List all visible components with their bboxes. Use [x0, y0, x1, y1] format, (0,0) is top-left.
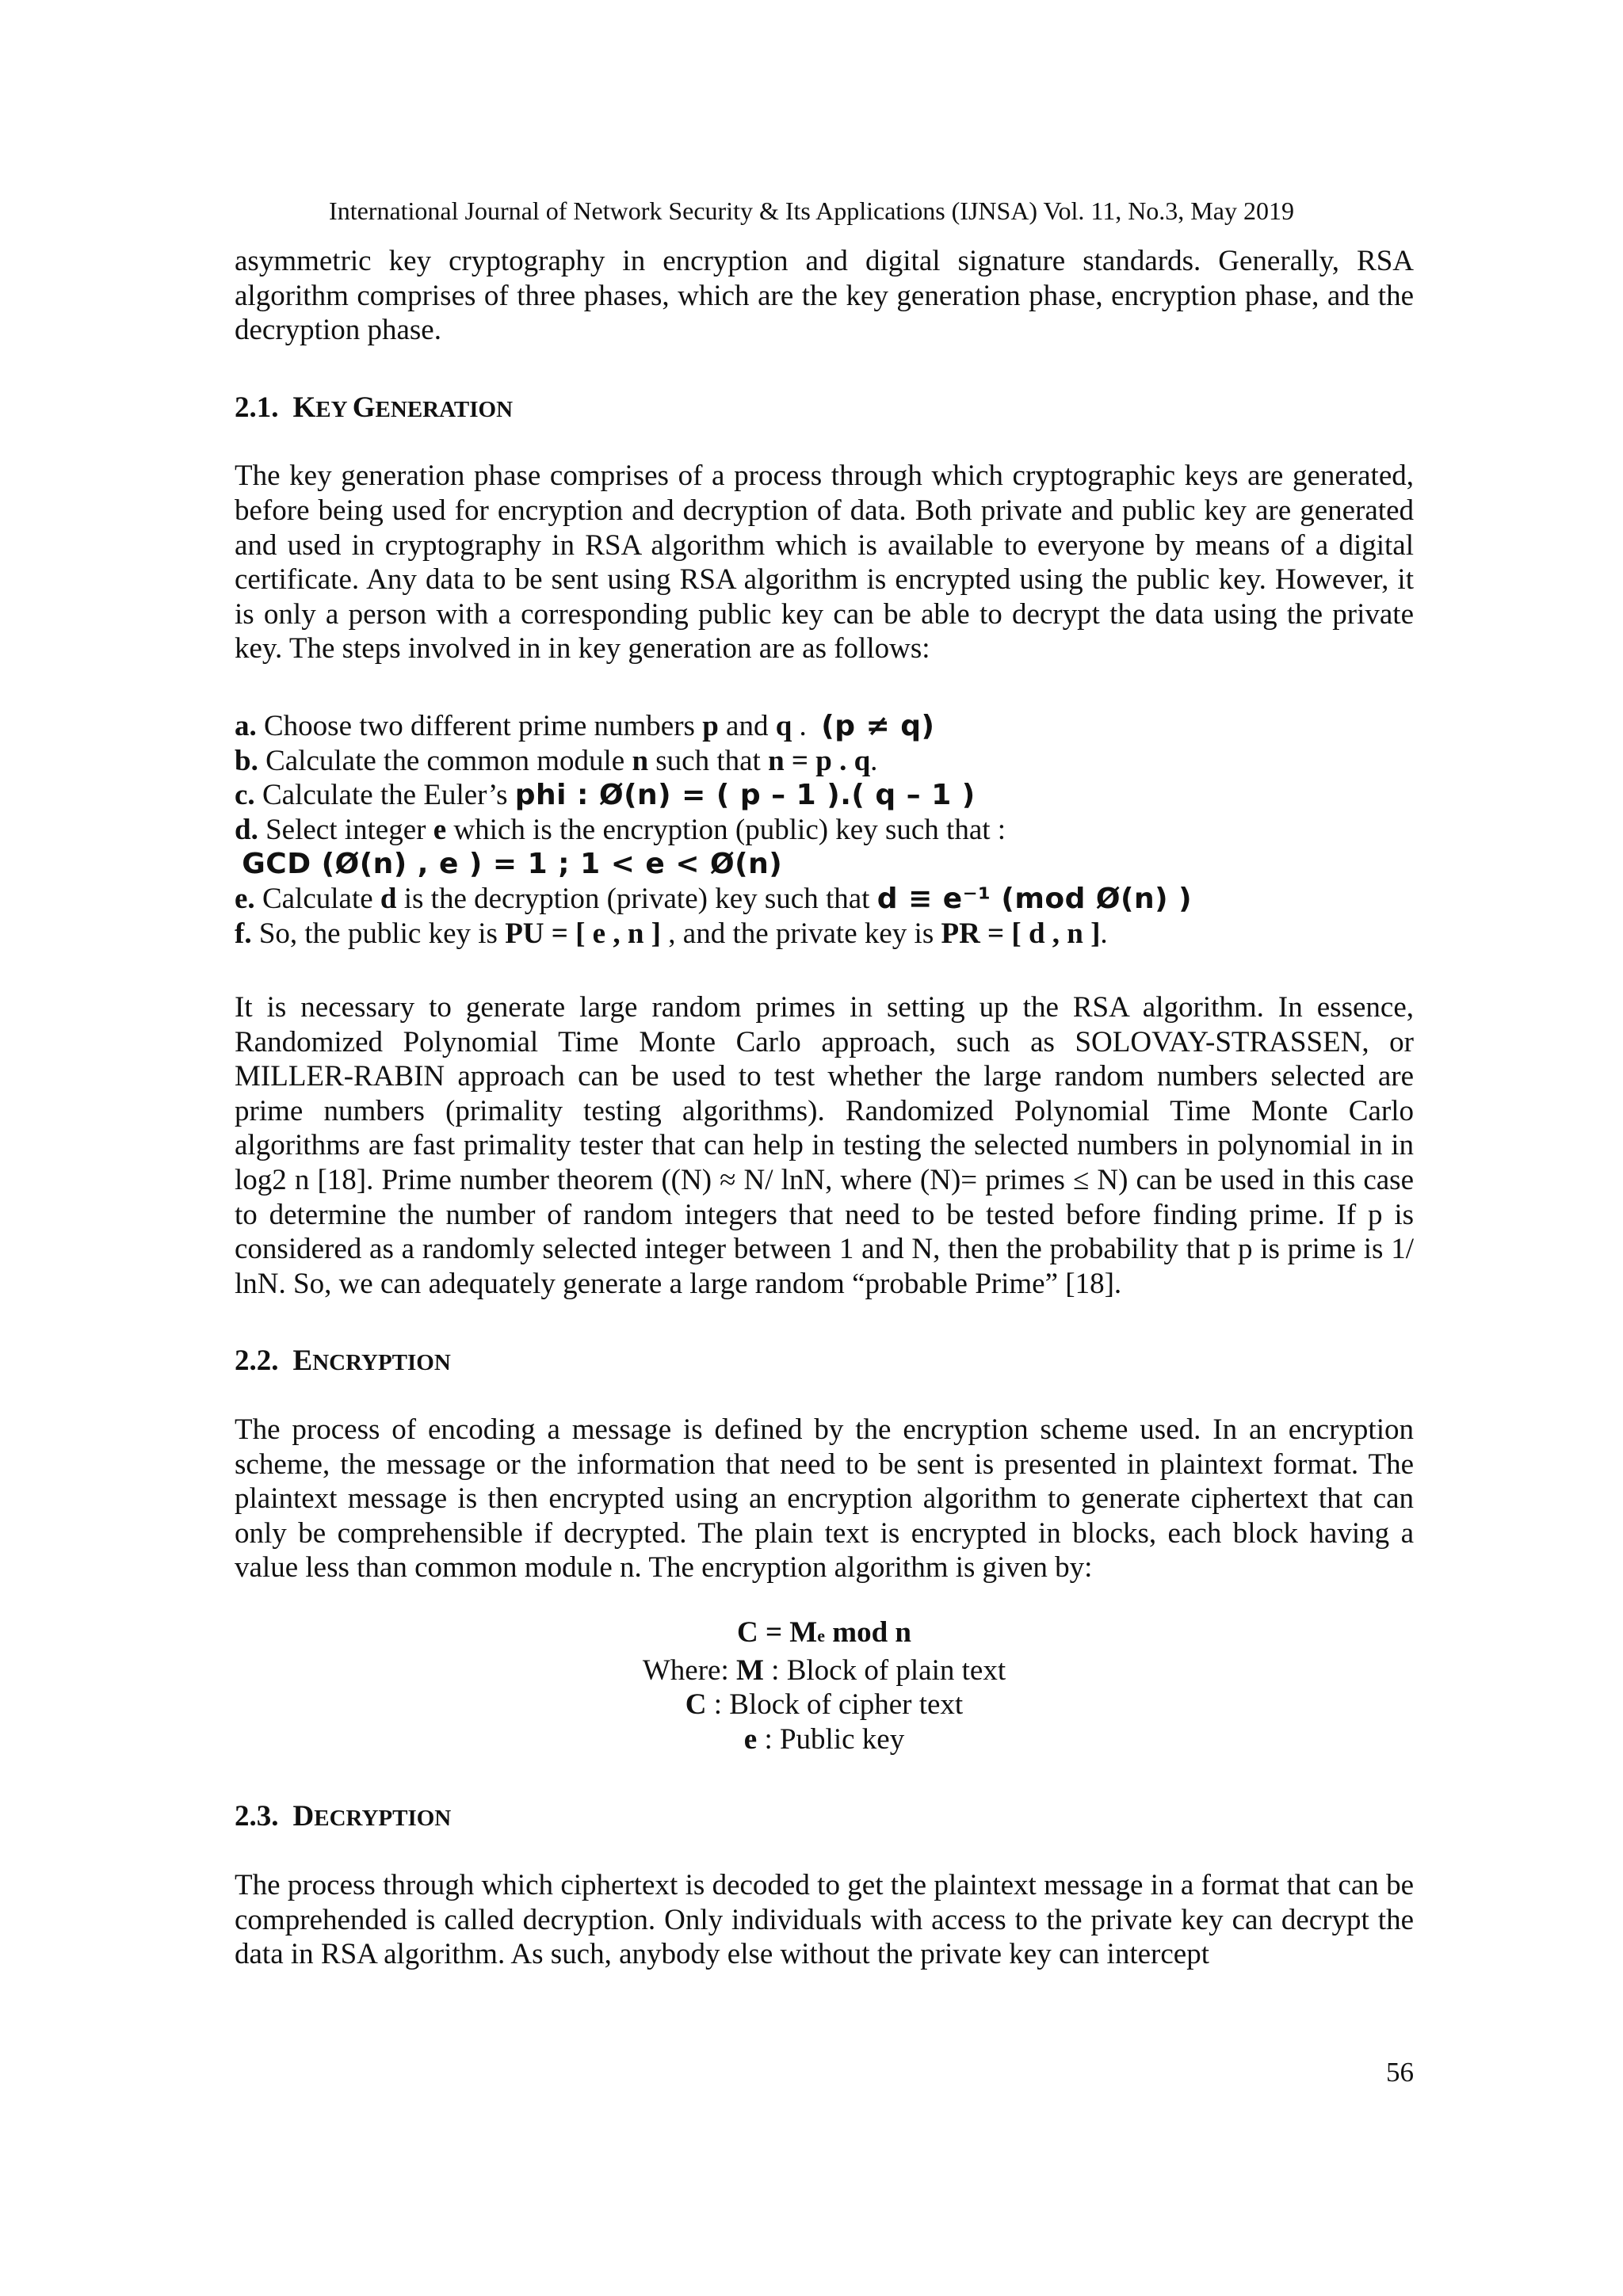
document-body [235, 244, 1414, 1972]
step-d-formula [235, 847, 1414, 882]
step-text: is the decryption (private) key such that [396, 882, 877, 915]
step-label: a. [235, 709, 257, 742]
section-number: 2.3. [235, 1800, 279, 1833]
title-initial: G [352, 391, 376, 424]
title-small-caps: NCRYPTION [312, 1350, 451, 1376]
public-key-line [235, 1722, 1414, 1757]
step-label: f. [235, 917, 252, 950]
step-b [235, 744, 1414, 779]
step-text: and [718, 709, 776, 742]
intro-paragraph: asymmetric key cryptography in encryption and digital signature standards. Generally, RSA algorithm comprises of three phases, which are the key generation phase, encryption phase, and the decryption phase. [235, 245, 1414, 347]
encryption-paragraph: The process of encoding a message is defined by the encryption scheme used. In an encryption scheme, the message or the information that need to be sent is presented in plaintext format. The plaintext message is then encrypted using an encryption algorithm to generate ciphertext that can only be comprehensible if decrypted. The plain text is encrypted in blocks, each block having a value less than common module n. The encryption algorithm is given by: [235, 1413, 1414, 1585]
step-label: c. [235, 779, 255, 812]
primes-paragraph: It is necessary to generate large random primes in setting up the RSA algorithm. In essence, Randomized Polynomial Time Monte Carlo approach, such as SOLOVAY-STRASSEN, or MILLER-RABIN approach can be used to test whether the large random numbers selected are prime numbers (primality testing algorithms). Randomized Polynomial Time Monte Carlo algorithms are fast primality tester that can help in testing the selected numbers in polynomial in in log2 n [18]. Prime number theorem ((N) ≈ N/ lnN, where (N)= primes ≤ N) can be used in this case to determine the number of random integers that need to be tested before finding prime. If p is considered as a randomly selected integer between 1 and N, then the probability that p is prime is 1/ lnN. So, we can adequately generate a large random “probable Prime” [18]. [235, 991, 1414, 1300]
key-generation-paragraph: The key generation phase comprises of a process through which cryptographic keys are generated, before being used for encryption and decryption of data. Both private and public key are generated and used in cryptography in RSA algorithm which is available to everyone by means of a digital certificate. Any data to be sent using RSA algorithm is encrypted using the public key. However, it is only a person with a corresponding public key can be able to decrypt the data using the private key. The steps involved in in key generation are as follows: [235, 460, 1414, 666]
formula-d-inverse: d ≡ e⁻¹ (mod Ø(n) ) [876, 882, 1193, 915]
title-initial: E [292, 1344, 313, 1378]
var-n: n [632, 744, 649, 777]
section-heading-encryption [235, 1344, 1414, 1381]
formula-euler-phi: phi : Ø(n) = ( p – 1 ).( q – 1 ) [514, 779, 976, 812]
formula-exponent: e [817, 1626, 825, 1646]
decryption-paragraph: The process through which ciphertext is decoded to get the plaintext message in a format that can be comprehended is called decryption. Only individuals with access to the private key can decrypt the data in RSA algorithm. As such, anybody else without the private key can intercept [235, 1868, 1414, 1971]
section-heading-key-generation [235, 391, 1414, 428]
step-text: Calculate the common module [258, 744, 632, 777]
step-a [235, 709, 1414, 744]
formula-n: n = p . q [768, 744, 871, 777]
page-number: 56 [1386, 2057, 1414, 2088]
var-e: e [433, 813, 447, 846]
title-initial: K [292, 391, 316, 424]
public-key: PU = [ e , n ] [505, 917, 662, 950]
step-text: which is the encryption (public) key such that : [446, 813, 1006, 846]
cipher-line [235, 1688, 1414, 1722]
section-number: 2.1. [235, 391, 279, 424]
var-q: q [775, 709, 792, 742]
encryption-formula-block [235, 1615, 1414, 1756]
step-text: Calculate the Euler’s [254, 779, 515, 812]
title-small-caps: EY [315, 396, 353, 422]
symbol-desc: : Public key [757, 1722, 905, 1756]
section-heading-decryption [235, 1799, 1414, 1836]
where-line [235, 1653, 1414, 1688]
key-generation-steps [235, 709, 1414, 951]
step-label: d. [235, 813, 258, 846]
title-small-caps: ENERATION [375, 396, 514, 422]
step-label: b. [235, 744, 258, 777]
symbol-desc: : Block of plain text [763, 1653, 1006, 1687]
step-text: , and the private key is [661, 917, 941, 950]
step-f [235, 917, 1414, 952]
symbol-m: M [735, 1653, 764, 1687]
step-text: Select integer [258, 813, 433, 846]
var-p: p [702, 709, 719, 742]
formula-gcd: GCD (Ø(n) , e ) = 1 ; 1 < e < Ø(n) [242, 848, 783, 881]
step-e [235, 882, 1414, 917]
step-c [235, 778, 1414, 813]
step-text: Calculate [254, 882, 380, 915]
step-text: So, the public key is [251, 917, 506, 950]
step-text: . [1100, 917, 1108, 950]
step-text: such that [648, 744, 769, 777]
section-number: 2.2. [235, 1344, 279, 1378]
journal-header: International Journal of Network Security & Its Applications (IJNSA) Vol. 11, No.3, May 2019 [329, 196, 1294, 225]
formula-mod: mod n [825, 1616, 911, 1649]
symbol-desc: : Block of cipher text [706, 1688, 964, 1722]
formula-p-not-q: (p ≠ q) [821, 709, 935, 742]
private-key: PR = [ d , n ] [941, 917, 1101, 950]
where-label: Where: [642, 1653, 736, 1687]
step-text: Choose two different prime numbers [256, 709, 703, 742]
spacer [235, 951, 1414, 990]
step-d [235, 813, 1414, 848]
formula-lhs: C = M [737, 1616, 818, 1649]
step-text: . [792, 709, 807, 742]
symbol-e: e [743, 1722, 758, 1756]
step-text: . [870, 744, 878, 777]
symbol-c: C [685, 1688, 707, 1722]
step-label: e. [235, 882, 255, 915]
encryption-formula [235, 1615, 1414, 1653]
var-d: d [380, 882, 397, 915]
title-small-caps: ECRYPTION [314, 1806, 452, 1832]
title-initial: D [292, 1800, 315, 1833]
